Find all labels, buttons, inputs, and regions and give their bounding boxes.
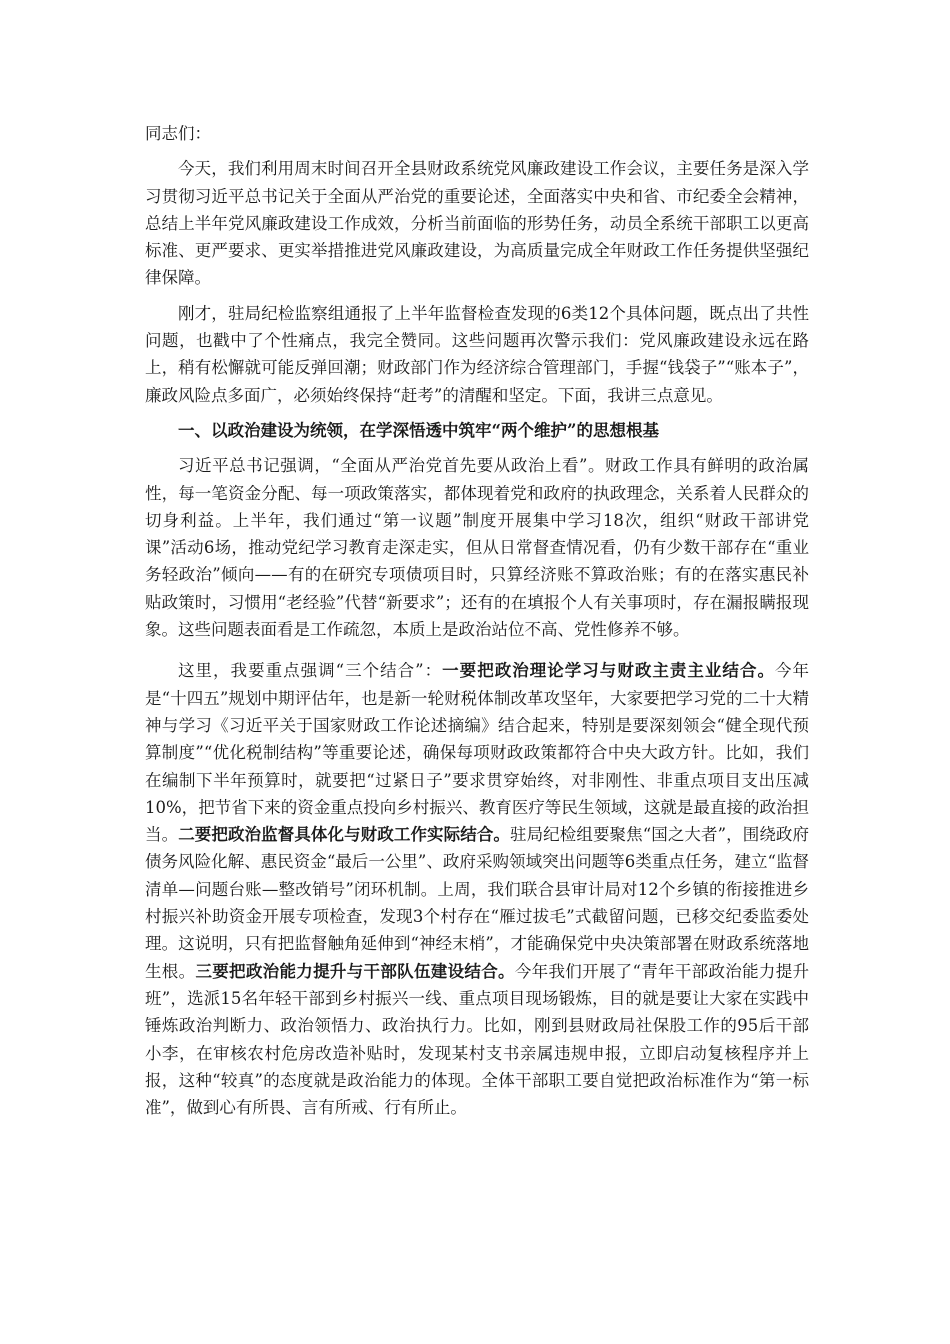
combination-1-heading: 一要把政治理论学习与财政主责主业结合。	[442, 661, 775, 681]
document-page	[145, 120, 809, 1121]
combination-3-heading: 三要把政治能力提升与干部队伍建设结合。	[195, 961, 515, 981]
paragraph-opening: 今天，我们利用周末时间召开全县财政系统党风廉政建设工作会议，主要任务是深入学习贯彻习近平总书记关于全面从严治党的重要论述，全面落实中央和省、市纪委全会精神，总结上半年党风廉政建设工作成效，分析当前面临的形势任务，动员全系统干部职工以更高标准、更严要求、更实举措推进党风廉政建设，为高质量完成全年财政工作任务提供坚强纪律保障。	[145, 159, 809, 288]
combination-2-heading: 二要把政治监督具体化与财政工作实际结合。	[178, 825, 510, 845]
paragraph-inspection-report: 刚才，驻局纪检监察组通报了上半年监督检查发现的6类12个具体问题，既点出了共性问题，也戳中了个性痛点，我完全赞同。这些问题再次警示我们：党风廉政建设永远在路上，稍有松懈就可能反弹回潮；财政部门作为经济综合管理部门，手握“钱袋子”“账本子”，廉政风险点多面广，必须始终保持“赶考”的清醒和坚定。下面，我讲三点意见。	[145, 303, 809, 405]
combination-1-text: 今年是“十四五”规划中期评估年，也是新一轮财税体制改革攻坚年，大家要把学习党的二十大精神与学习《习近平关于国家财政工作论述摘编》结合起来，特别是要深刻领会“健全现代预算制度”“优化税制结构”等重要论述，确保每项财政政策都符合中央大政方针。比如，我们在编制下半年预算时，就要把“过紧日子”要求贯穿始终，对非刚性、非重点项目支出压减10%，把节省下来的资金重点投向乡村振兴、教育医疗等民生领域，这就是最直接的政治担当。	[145, 661, 810, 845]
paragraph-political-attributes: 习近平总书记强调，“全面从严治党首先要从政治上看”。财政工作具有鲜明的政治属性，每一笔资金分配、每一项政策落实，都体现着党和政府的执政理念，关系着人民群众的切身利益。上半年，我们通过“第一议题”制度开展集中学习18次，组织“财政干部讲党课”活动6场，推动党纪学习教育走深走实，但从日常督查情况看，仍有少数干部存在“重业务轻政治”倾向——有的在研究专项债项目时，只算经济账不算政治账；有的在落实惠民补贴政策时，习惯用“老经验”代替“新要求”；还有的在填报个人有关事项时，存在漏报瞒报现象。这些问题表面看是工作疏忽，本质上是政治站位不高、党性修养不够。	[145, 456, 809, 640]
three-combinations-intro: 这里，我要重点强调“三个结合”：	[178, 661, 443, 681]
section-heading-1: 一、以政治建设为统领，在学深悟透中筑牢“两个维护”的思想根基	[178, 420, 659, 440]
combination-3-text: 今年我们开展了“青年干部政治能力提升班”，选派15名年轻干部到乡村振兴一线、重点项目现场锻炼，目的就是要让大家在实践中锤炼政治判断力、政治领悟力、政治执行力。比如，刚到县财政局社保股工作的95后干部小李，在审核农村危房改造补贴时，发现某村支书亲属违规申报，立即启动复核程序并上报，这种“较真”的态度就是政治能力的体现。全体干部职工要自觉把政治标准作为“第一标准”，做到心有所畏、言有所戒、行有所止。	[145, 961, 810, 1118]
combination-2-text: 驻局纪检组要聚焦“国之大者”，围绕政府债务风险化解、惠民资金“最后一公里”、政府采购领域突出问题等6类重点任务，建立“监督清单—问题台账—整改销号”闭环机制。上周，我们联合县审计局对12个乡镇的衔接推进乡村振兴补助资金开展专项检查，发现3个村存在“雁过拔毛”式截留问题，已移交纪委监委处理。这说明，只有把监督触角延伸到“神经末梢”，才能确保党中央决策部署在财政系统落地生根。	[145, 825, 810, 981]
salutation: 同志们：	[145, 124, 211, 143]
paragraph-three-combinations	[145, 657, 809, 1121]
